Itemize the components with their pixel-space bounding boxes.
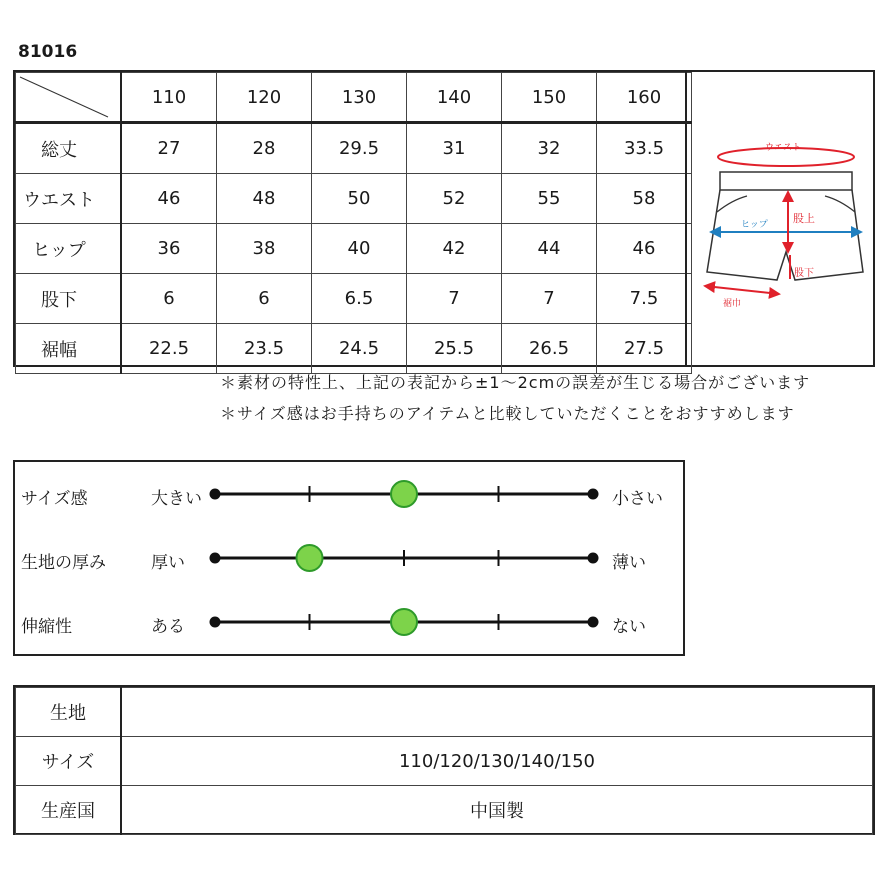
size-row xyxy=(16,224,692,274)
size-row xyxy=(16,324,692,374)
size-cell: 28 xyxy=(217,123,312,174)
scale-end-dot xyxy=(588,553,599,564)
spec-row xyxy=(16,737,873,786)
size-cell: 7 xyxy=(502,274,597,324)
size-cell: 24.5 xyxy=(312,324,407,374)
spec-value: 110/120/130/140/150 xyxy=(121,737,873,786)
size-cell: 38 xyxy=(217,224,312,274)
scale-marker xyxy=(297,545,323,571)
corner-cell xyxy=(16,73,122,123)
row-label: ウエスト xyxy=(23,189,95,211)
note-1: ＊素材の特性上、上記の表記から±1〜2cmの誤差が生じる場合がございます xyxy=(220,373,811,392)
size-header-row xyxy=(16,73,692,123)
scale-marker xyxy=(391,481,417,507)
size-header: 160 xyxy=(597,73,692,123)
diagonal-line xyxy=(16,73,120,121)
size-cell: 48 xyxy=(217,174,312,224)
product-code: 81016 xyxy=(18,42,78,62)
scale-end-dot xyxy=(210,617,221,628)
feel-right: 薄い xyxy=(612,553,646,573)
size-cell: 52 xyxy=(407,174,502,224)
feel-left: 大きい xyxy=(151,489,202,509)
size-cell: 6.5 xyxy=(312,274,407,324)
row-label: 股下 xyxy=(41,289,77,311)
inseam-label: 股下 xyxy=(794,268,814,279)
size-cell: 32 xyxy=(502,123,597,174)
feel-label: サイズ感 xyxy=(21,489,88,509)
spec-row xyxy=(16,688,873,737)
spec-label: 生地 xyxy=(16,688,122,737)
size-cell: 55 xyxy=(502,174,597,224)
feel-scale xyxy=(205,538,605,578)
size-cell: 40 xyxy=(312,224,407,274)
scale-end-dot xyxy=(588,617,599,628)
scale-end-dot xyxy=(210,489,221,500)
feel-scale xyxy=(205,474,605,514)
size-row xyxy=(16,123,692,174)
size-cell: 26.5 xyxy=(502,324,597,374)
size-cell: 31 xyxy=(407,123,502,174)
size-cell: 44 xyxy=(502,224,597,274)
shorts-illustration xyxy=(687,72,875,365)
rise-label: 股上 xyxy=(793,212,815,225)
feel-gauge xyxy=(13,460,685,656)
feel-left: 厚い xyxy=(151,553,185,573)
size-cell: 7 xyxy=(407,274,502,324)
feel-scale xyxy=(205,602,605,642)
size-cell: 6 xyxy=(121,274,217,324)
size-cell: 46 xyxy=(597,224,692,274)
size-cell: 22.5 xyxy=(121,324,217,374)
size-cell: 42 xyxy=(407,224,502,274)
scale-end-dot xyxy=(588,489,599,500)
scale-end-dot xyxy=(210,553,221,564)
size-cell: 27 xyxy=(121,123,217,174)
feel-row xyxy=(15,474,687,514)
size-header: 120 xyxy=(217,73,312,123)
size-cell: 23.5 xyxy=(217,324,312,374)
shorts-diagram xyxy=(685,72,875,365)
feel-label: 伸縮性 xyxy=(21,617,72,637)
size-row xyxy=(16,274,692,324)
size-header: 150 xyxy=(502,73,597,123)
row-label: 裾幅 xyxy=(41,339,77,361)
size-cell: 58 xyxy=(597,174,692,224)
feel-row xyxy=(15,602,687,642)
feel-left: ある xyxy=(151,617,185,637)
size-cell: 50 xyxy=(312,174,407,224)
spec-value xyxy=(121,688,873,737)
size-cell: 6 xyxy=(217,274,312,324)
size-cell: 46 xyxy=(121,174,217,224)
feel-label: 生地の厚み xyxy=(21,553,106,573)
size-cell: 25.5 xyxy=(407,324,502,374)
size-header: 140 xyxy=(407,73,502,123)
size-cell: 29.5 xyxy=(312,123,407,174)
note-2: ＊サイズ感はお手持ちのアイテムと比較していただくことをおすすめします xyxy=(220,404,795,423)
feel-right: ない xyxy=(612,617,646,637)
scale-marker xyxy=(391,609,417,635)
row-label: 総丈 xyxy=(41,139,77,161)
size-row xyxy=(16,174,692,224)
spec-value: 中国製 xyxy=(121,786,873,835)
size-table xyxy=(13,70,875,367)
feel-row xyxy=(15,538,687,578)
hip-label: ヒップ xyxy=(741,220,768,230)
waist-label: ウエスト xyxy=(765,143,802,153)
spec-table xyxy=(13,685,875,835)
hem-label: 裾巾 xyxy=(723,299,742,309)
size-cell: 36 xyxy=(121,224,217,274)
size-header: 130 xyxy=(312,73,407,123)
size-cell: 7.5 xyxy=(597,274,692,324)
feel-right: 小さい xyxy=(612,489,663,509)
row-label: ヒップ xyxy=(32,239,86,261)
spec-row xyxy=(16,786,873,835)
size-cell: 33.5 xyxy=(597,123,692,174)
spec-label: サイズ xyxy=(16,737,122,786)
spec-label: 生産国 xyxy=(16,786,122,835)
size-header: 110 xyxy=(121,73,217,123)
size-cell: 27.5 xyxy=(597,324,692,374)
